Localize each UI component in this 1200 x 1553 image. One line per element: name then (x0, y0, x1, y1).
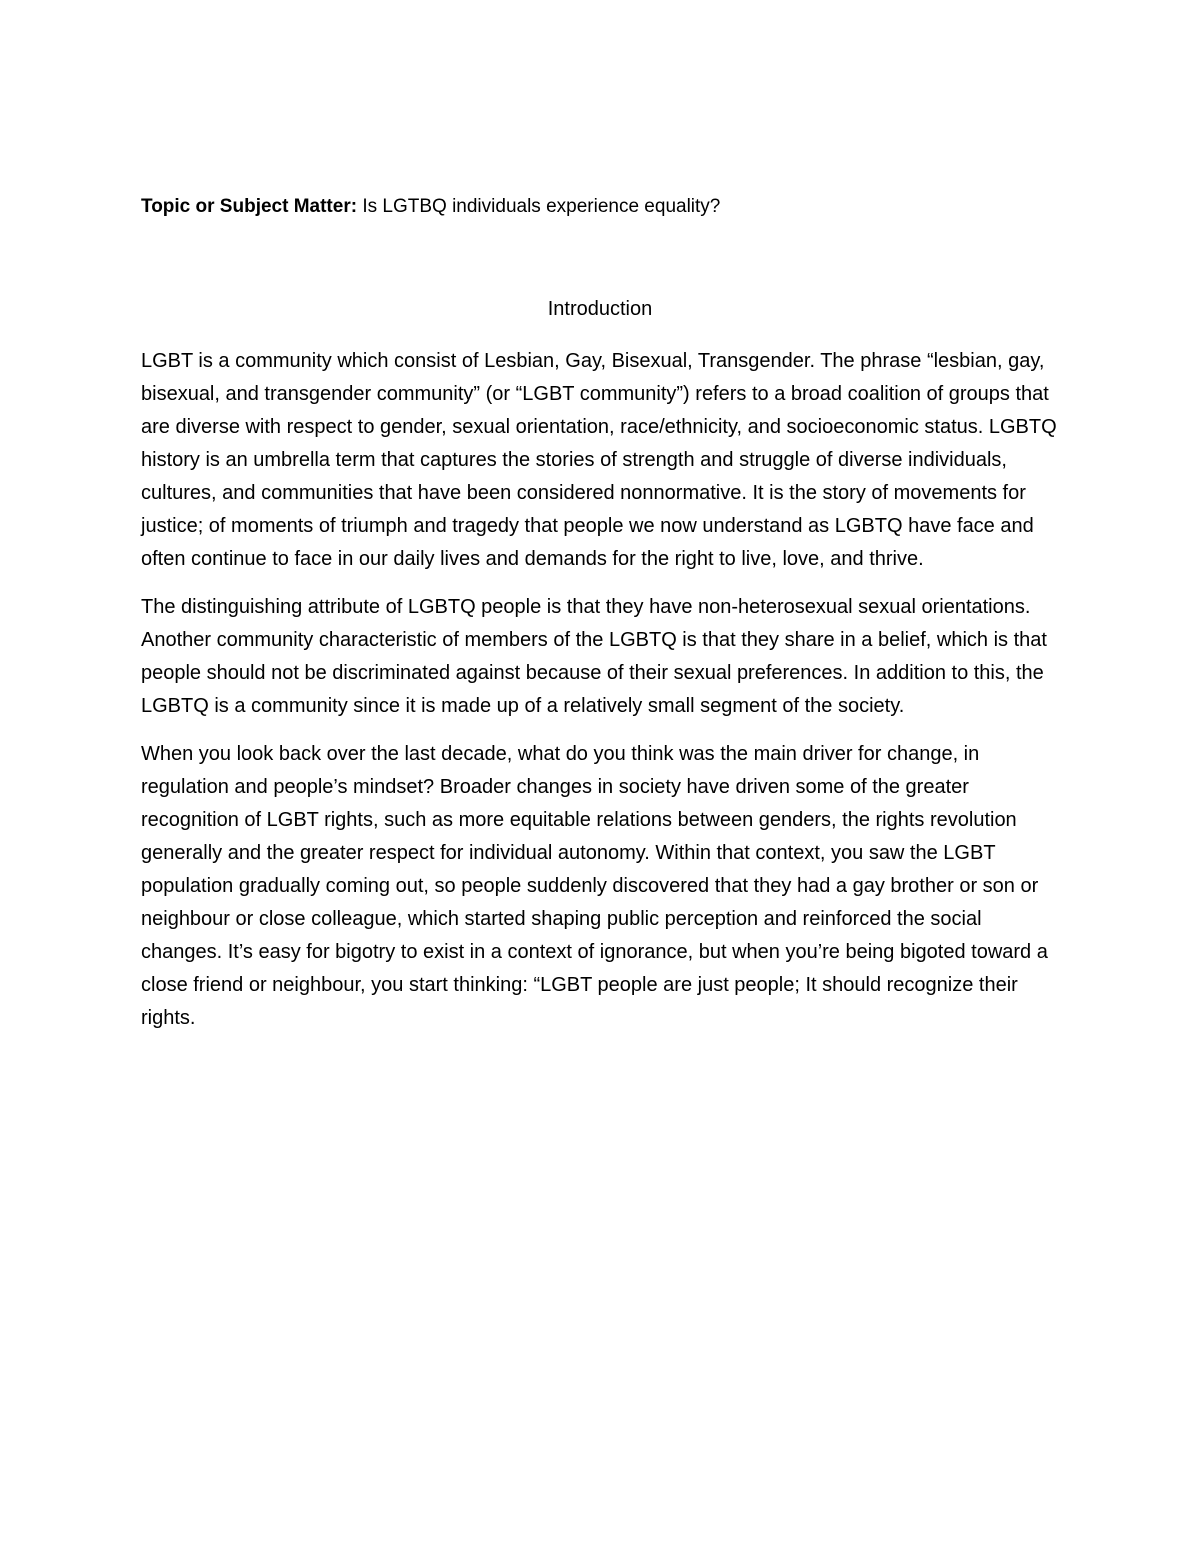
topic-label: Topic or Subject Matter: (141, 196, 358, 217)
topic-line (141, 195, 1081, 219)
body-text (141, 345, 1059, 1050)
section-heading: Introduction (547, 298, 653, 320)
topic-text: Is LGTBQ individuals experience equality? (357, 196, 721, 217)
paragraph-1: LGBT is a community which consist of Lesbian, Gay, Bisexual, Transgender. The phrase “lesbian, gay, bisexual, and transgender community” (or “LGBT community”) refers to a broad coalition of groups that are diverse with respect to gender, sexual orientation, race/ethnicity, and socioeconomic status. LGBTQ history is an umbrella term that captures the stories of strength and struggle of diverse individuals, cultures, and communities that have been considered nonnormative. It is the story of movements for justice; of moments of triumph and tragedy that people we now understand as LGBTQ have face and often continue to face in our daily lives and demands for the right to live, love, and thrive. (141, 350, 1057, 570)
paragraph-3: When you look back over the last decade, what do you think was the main driver for change, in regulation and people’s mindset? Broader changes in society have driven some of the greater recognition of LGBT rights, such as more equitable relations between genders, the rights revolution generally and the greater respect for individual autonomy. Within that context, you saw the LGBT population gradually coming out, so people suddenly discovered that they had a gay brother or son or neighbour or close colleague, which started shaping public perception and reinforced the social changes. It’s easy for bigotry to exist in a context of ignorance, but when you’re being bigoted toward a close friend or neighbour, you start thinking: “LGBT people are just people; It should recognize their rights. (141, 743, 1048, 1029)
paragraph-2: The distinguishing attribute of LGBTQ people is that they have non-heterosexual sexual orientations. Another community characteristic of members of the LGBTQ is that they share in a belief, which is that people should not be discriminated against because of their sexual preferences. In addition to this, the LGBTQ is a community since it is made up of a relatively small segment of the society. (141, 596, 1047, 717)
